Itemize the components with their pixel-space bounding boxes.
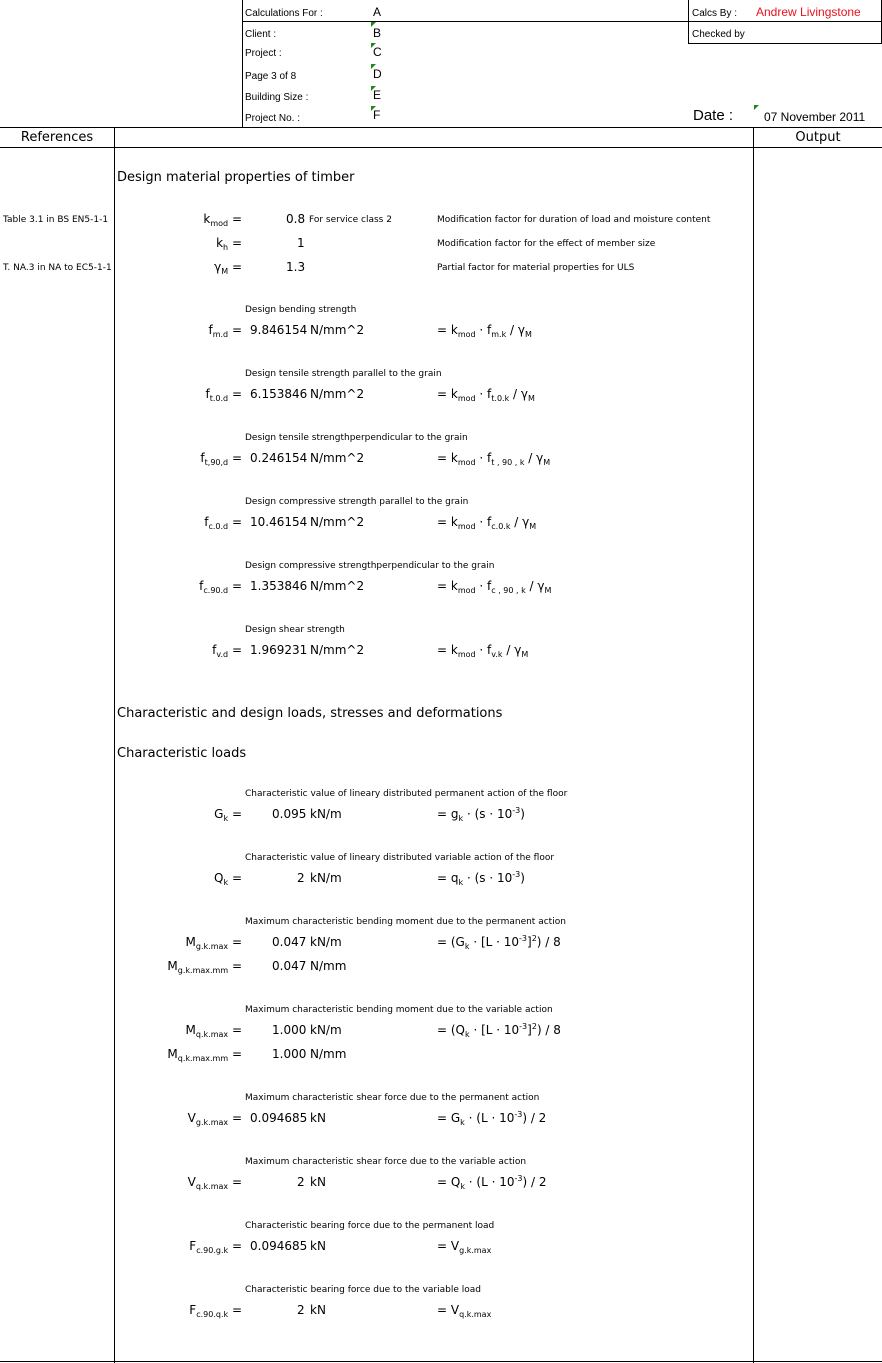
strength-description: Design tensile strengthperpendicular to the grain — [245, 433, 468, 443]
unit-vgkmax: kN — [310, 1111, 326, 1125]
section-title-char-loads: Characteristic loads — [117, 746, 247, 761]
strength-description: Design bending strength — [245, 305, 357, 315]
description-kh: Modification factor for the effect of member size — [437, 239, 656, 249]
symbol-ft0d: $f_{t.0.d}$ = — [205, 387, 242, 403]
formula-fc0d: = $k_{mod} \cdot f_{c.0.k} / \gamma_M$ — [437, 515, 537, 531]
load-description: Characteristic value of lineary distributed variable action of the floor — [245, 853, 555, 863]
date-label: Date : — [693, 107, 734, 124]
load-description: Maximum characteristic bending moment due to the permanent action — [245, 917, 566, 927]
value-fc90qk: 2 — [297, 1303, 305, 1317]
value-ft90d: 0.246154 — [250, 451, 308, 465]
unit-fmd: N/mm^2 — [310, 323, 365, 337]
symbol-kmod: $k_{mod}$ = — [203, 212, 242, 228]
strength-description: Design tensile strength parallel to the grain — [245, 369, 442, 379]
unit-mqkmax: kN/m — [310, 1023, 342, 1037]
symbol-fc0d: $f_{c.0.d}$ = — [204, 515, 242, 531]
symbol-gamma-m: $\gamma_M$ = — [214, 260, 242, 276]
value-fc0d: 10.46154 — [250, 515, 308, 529]
references-column-header: References — [20, 130, 94, 145]
section-title-loads: Characteristic and design loads, stresses and deformations — [117, 706, 503, 721]
value-ft0d: 6.153846 — [250, 387, 308, 401]
section-title-material: Design material properties of timber — [117, 170, 355, 185]
formula-mqkmax: = $(Q_k \cdot [L \cdot 10^{-3}]^2) / 8$ — [437, 1022, 561, 1039]
header-left-border — [242, 0, 243, 127]
calcs-by-label: Calcs By : — [692, 8, 738, 19]
value-mgkmax: 0.047 — [272, 935, 307, 949]
page-bottom-border — [0, 1361, 882, 1362]
symbol-kh: $k_h$ = — [216, 236, 242, 252]
value-gamma-m: 1.3 — [286, 260, 306, 274]
strength-description: Design compressive strength parallel to the grain — [245, 497, 469, 507]
output-column-header: Output — [795, 130, 841, 145]
symbol-fmd: $f_{m.d}$ = — [208, 323, 242, 339]
calcs-for-value[interactable]: A — [373, 5, 382, 19]
value-vqkmax: 2 — [297, 1175, 305, 1189]
page-label: Page 3 of 8 — [245, 71, 297, 82]
formula-fvd: = $k_{mod} \cdot f_{v.k} / \gamma_M$ — [437, 643, 529, 659]
unit-mqkmaxmm: N/mm — [310, 1047, 347, 1061]
unit-ft0d: N/mm^2 — [310, 387, 365, 401]
references-column-border — [114, 127, 115, 1363]
value-kmod: 0.8 — [286, 212, 306, 226]
project-label: Project : — [245, 48, 282, 59]
symbol-mgkmaxmm: $M_{g.k.max.mm}$ = — [167, 959, 242, 975]
symbol-mqkmax: $M_{q.k.max}$ = — [185, 1023, 242, 1039]
symbol-mqkmaxmm: $M_{q.k.max.mm}$ = — [167, 1047, 242, 1063]
formula-qk: = $q_k \cdot (s \cdot 10^{-3})$ — [437, 870, 525, 887]
building-size-label: Building Size : — [245, 92, 309, 103]
project-no-value[interactable]: F — [373, 108, 381, 122]
description-kmod: Modification factor for duration of load and moisture content — [437, 215, 711, 225]
strength-description: Design shear strength — [245, 625, 345, 635]
formula-fmd: = $k_{mod} \cdot f_{m.k} / \gamma_M$ — [437, 323, 532, 339]
header-line-2 — [688, 43, 882, 44]
value-gk: 0.095 — [272, 807, 307, 821]
value-fmd: 9.846154 — [250, 323, 308, 337]
client-value[interactable]: B — [373, 26, 382, 40]
value-mgkmaxmm: 0.047 — [272, 959, 307, 973]
formula-fc90d: = $k_{mod} \cdot f_{c , 90 , k} / \gamma_M$ — [437, 579, 552, 595]
columns-bottom-border — [0, 147, 882, 148]
formula-vqkmax: = $Q_k \cdot (L \cdot 10^{-3}) / 2$ — [437, 1174, 547, 1191]
value-vgkmax: 0.094685 — [250, 1111, 308, 1125]
header-mid-border — [688, 0, 689, 21]
symbol-vgkmax: $V_{g.k.max}$ = — [187, 1111, 242, 1127]
formula-vgkmax: = $G_k \cdot (L \cdot 10^{-3}) / 2$ — [437, 1110, 547, 1127]
load-description: Maximum characteristic bending moment due to the variable action — [245, 1005, 553, 1015]
project-no-label: Project No. : — [245, 113, 301, 124]
formula-gk: = $g_k \cdot (s \cdot 10^{-3})$ — [437, 806, 525, 823]
note-kmod: For service class 2 — [309, 215, 392, 225]
unit-ft90d: N/mm^2 — [310, 451, 365, 465]
load-description: Maximum characteristic shear force due to the permanent action — [245, 1093, 540, 1103]
project-value[interactable]: C — [373, 45, 382, 59]
value-kh: 1 — [297, 236, 305, 250]
symbol-qk: $Q_k$ = — [214, 871, 242, 887]
unit-fc90qk: kN — [310, 1303, 326, 1317]
client-label: Client : — [245, 29, 277, 40]
value-qk: 2 — [297, 871, 305, 885]
value-fc90d: 1.353846 — [250, 579, 308, 593]
value-fvd: 1.969231 — [250, 643, 308, 657]
value-mqkmax: 1.000 — [272, 1023, 307, 1037]
symbol-mgkmax: $M_{g.k.max}$ = — [185, 935, 242, 951]
calcs-by-value[interactable]: Andrew Livingstone — [756, 5, 861, 19]
symbol-fc90d: $f_{c.90.d}$ = — [199, 579, 242, 595]
load-description: Maximum characteristic shear force due to the variable action — [245, 1157, 527, 1167]
checked-by-label: Checked by — [692, 29, 745, 40]
date-value[interactable]: 07 November 2011 — [764, 110, 866, 124]
unit-fc90d: N/mm^2 — [310, 579, 365, 593]
formula-ft90d: = $k_{mod} \cdot f_{t , 90 , k} / \gamma_M$ — [437, 451, 551, 467]
unit-fc90gk: kN — [310, 1239, 326, 1253]
formula-fc90qk: = $V_{q.k.max}$ — [437, 1303, 492, 1319]
load-description: Characteristic bearing force due to the permanent load — [245, 1221, 495, 1231]
symbol-gk: $G_k$ = — [214, 807, 242, 823]
calcs-for-label: Calculations For : — [245, 8, 323, 19]
output-column-border — [753, 127, 754, 1363]
unit-mgkmaxmm: N/mm — [310, 959, 347, 973]
unit-gk: kN/m — [310, 807, 342, 821]
formula-mgkmax: = $(G_k \cdot [L \cdot 10^{-3}]^2) / 8$ — [437, 934, 561, 951]
symbol-fc90qk: $F_{c.90.q.k}$ = — [189, 1303, 242, 1319]
formula-fc90gk: = $V_{g.k.max}$ — [437, 1239, 492, 1255]
unit-fvd: N/mm^2 — [310, 643, 365, 657]
load-description: Characteristic value of lineary distributed permanent action of the floor — [245, 789, 568, 799]
building-size-value[interactable]: E — [373, 88, 382, 102]
unit-fc0d: N/mm^2 — [310, 515, 365, 529]
formula-ft0d: = $k_{mod} \cdot f_{t.0.k} / \gamma_M$ — [437, 387, 535, 403]
load-description: Characteristic bearing force due to the variable load — [245, 1285, 481, 1295]
symbol-ft90d: $f_{t,90,d}$ = — [200, 451, 242, 467]
unit-qk: kN/m — [310, 871, 342, 885]
header-bottom-border — [0, 127, 882, 128]
strength-description: Design compressive strengthperpendicular to the grain — [245, 561, 495, 571]
unit-mgkmax: kN/m — [310, 935, 342, 949]
symbol-vqkmax: $V_{q.k.max}$ = — [187, 1175, 242, 1191]
value-fc90gk: 0.094685 — [250, 1239, 308, 1253]
reference-gamma-m: T. NA.3 in NA to EC5-1-1 — [3, 263, 112, 273]
description-gamma-m: Partial factor for material properties for ULS — [437, 263, 635, 273]
symbol-fvd: $f_{v.d}$ = — [212, 643, 242, 659]
value-mqkmaxmm: 1.000 — [272, 1047, 307, 1061]
reference-kmod: Table 3.1 in BS EN5-1-1 — [3, 215, 109, 225]
unit-vqkmax: kN — [310, 1175, 326, 1189]
page-value[interactable]: D — [373, 67, 382, 81]
comment-marker-icon — [754, 105, 759, 110]
header-line-1 — [242, 21, 882, 22]
header-mid-border-2 — [688, 21, 689, 43]
symbol-fc90gk: $F_{c.90.g.k}$ = — [189, 1239, 242, 1255]
